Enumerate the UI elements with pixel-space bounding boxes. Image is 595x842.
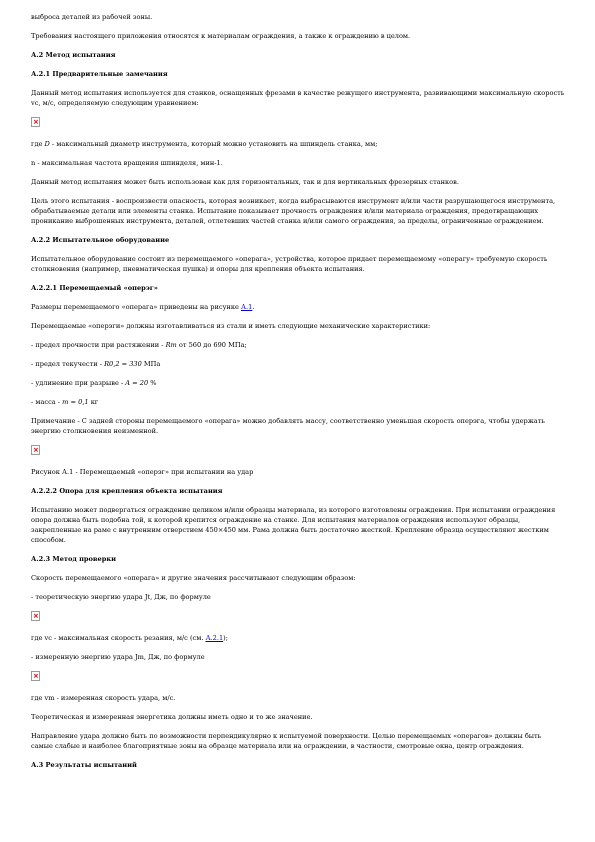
paragraph: Требования настоящего приложения относятся к материалам ограждения, а также к ограждению в целом. bbox=[31, 32, 411, 40]
broken-image-x-icon: × bbox=[33, 612, 39, 620]
figure-link-a1[interactable]: А.1 bbox=[241, 303, 253, 311]
text-run: - предел текучести - bbox=[31, 360, 105, 368]
list-item bbox=[31, 397, 565, 407]
paragraph: Данный метод испытания используется для станков, оснащенных фрезами в качестве режущего инструмента, развивающими максимальную скорость vc, м/с, определяемую следующим уравнением: bbox=[31, 89, 565, 107]
paragraph: Направление удара должно быть по возможности перпендикулярно к испытуемой поверхности. Целью перемещаемых «операгов» должны быть самые слабые и наиболее благоприятные зоны на образце материала или на ограждении, в частности, смотровые окна, центр ограждения. bbox=[31, 732, 542, 750]
text-run: Размеры перемещаемого «операга» приведены на рисунке bbox=[31, 303, 242, 311]
section-heading-a2: А.2 Метод испытания bbox=[31, 51, 116, 59]
broken-image-icon[interactable] bbox=[31, 671, 40, 681]
figure-caption: Рисунок А.1 - Перемещаемый «оперэг» при испытании на удар bbox=[31, 468, 254, 476]
list-item bbox=[31, 340, 565, 350]
text-run: - предел прочности при растяжении - bbox=[31, 341, 166, 349]
text-run: . bbox=[252, 303, 255, 311]
broken-image-x-icon: × bbox=[33, 118, 39, 126]
section-heading-a22: А.2.2 Испытательное оборудование bbox=[31, 236, 170, 244]
section-heading-a222: А.2.2.2 Опора для крепления объекта испытания bbox=[31, 487, 223, 495]
paragraph: n - максимальная частота вращения шпинделя, мин-1. bbox=[31, 159, 223, 167]
text-run: - удлинение при разрыве - bbox=[31, 379, 126, 387]
paragraph: где vm - измеренная скорость удара, м/с. bbox=[31, 694, 176, 702]
paragraph: Перемещаемые «оперэги» должны изготавливаться из стали и иметь следующие механические характеристики: bbox=[31, 322, 431, 330]
text-run: ); bbox=[223, 634, 228, 642]
text-run: - масса - bbox=[31, 398, 63, 406]
paragraph: Испытательное оборудование состоит из перемещаемого «операга», устройства, которое придает перемещаемому «операгу» требуемую скорость столкновения (например, пневматическая пушка) и опоры для крепления объекта испытания. bbox=[31, 255, 548, 273]
broken-image-icon[interactable] bbox=[31, 611, 40, 621]
paragraph: Данный метод испытания может быть использован как для горизонтальных, так и для вертикальных фрезерных станков. bbox=[31, 178, 459, 186]
section-link-a21[interactable]: А.2.1 bbox=[205, 634, 224, 642]
text-run: кг bbox=[88, 398, 99, 406]
text-run: где bbox=[31, 140, 45, 148]
list-item: - измеренную энергию удара Jm, Дж, по формуле bbox=[31, 653, 205, 661]
section-heading-a221: А.2.2.1 Перемещаемый «оперэг» bbox=[31, 284, 158, 292]
math-variable: A = 20 bbox=[125, 379, 149, 387]
broken-image-x-icon: × bbox=[33, 446, 39, 454]
text-run: % bbox=[148, 379, 157, 387]
text-run: - максимальный диаметр инструмента, который можно установить на шпиндель станка, мм; bbox=[49, 140, 378, 148]
paragraph bbox=[31, 139, 565, 149]
list-item bbox=[31, 359, 565, 369]
math-variable: R0,2 = 330 bbox=[104, 360, 142, 368]
math-variable: Rm bbox=[165, 341, 177, 349]
document-page bbox=[31, 12, 565, 779]
section-heading-a23: А.2.3 Метод проверки bbox=[31, 555, 116, 563]
broken-image-icon[interactable] bbox=[31, 445, 40, 455]
text-run: где vc - максимальная скорость резания, м/с (см. bbox=[31, 634, 206, 642]
list-item: - теоретическую энергию удара Jt, Дж, по формуле bbox=[31, 593, 211, 601]
paragraph: Цель этого испытания - воспроизвести опасность, которая возникает, когда выбрасываются инструмент и/или части разрушающегося инструмента, обрабатываемые детали или элементы станка. Испытание показывает прочность ограждения и/или материала ограждения, предотвращающих проникание выброшенных инструмента, деталей, отлетевших частей станка и/или самого ограждения, за пределы, ограниченные ограждением. bbox=[31, 197, 556, 225]
text-run: от 560 до 690 МПа; bbox=[176, 341, 247, 349]
math-variable: m = 0,1 bbox=[62, 398, 89, 406]
section-heading-a21: А.2.1 Предварительные замечания bbox=[31, 70, 168, 78]
broken-image-icon[interactable] bbox=[31, 117, 40, 127]
text-run: МПа bbox=[141, 360, 161, 368]
section-heading-a3: А.3 Результаты испытаний bbox=[31, 761, 137, 769]
broken-image-x-icon: × bbox=[33, 672, 39, 680]
paragraph: Теоретическая и измеренная энергетика должны иметь одно и то же значение. bbox=[31, 713, 313, 721]
paragraph bbox=[31, 302, 565, 312]
note-paragraph: Примечание - С задней стороны перемещаемого «операга» можно добавлять массу, соответственно уменьшая скорость оперэга, чтобы удержать энергию столкновения неизменной. bbox=[31, 417, 545, 435]
paragraph: Скорость перемещаемого «операга» и другие значения рассчитывают следующим образом: bbox=[31, 574, 356, 582]
list-item bbox=[31, 378, 565, 388]
paragraph bbox=[31, 633, 565, 643]
paragraph: Испытанию может подвергаться ограждение целиком и/или образцы материала, из которого изготовлены ограждения. При испытании ограждения опора должна быть подобна той, к которой крепится ограждение на станке. Для испытания материалов ограждения используют образцы, закрепленные на раме с внутренним отверстием 450×450 мм. Рама должна быть достаточно жесткой. Крепление образца осуществляют жестким способом. bbox=[31, 506, 556, 544]
paragraph: выброса деталей из рабочей зоны. bbox=[31, 13, 153, 21]
math-variable: D bbox=[44, 140, 50, 148]
